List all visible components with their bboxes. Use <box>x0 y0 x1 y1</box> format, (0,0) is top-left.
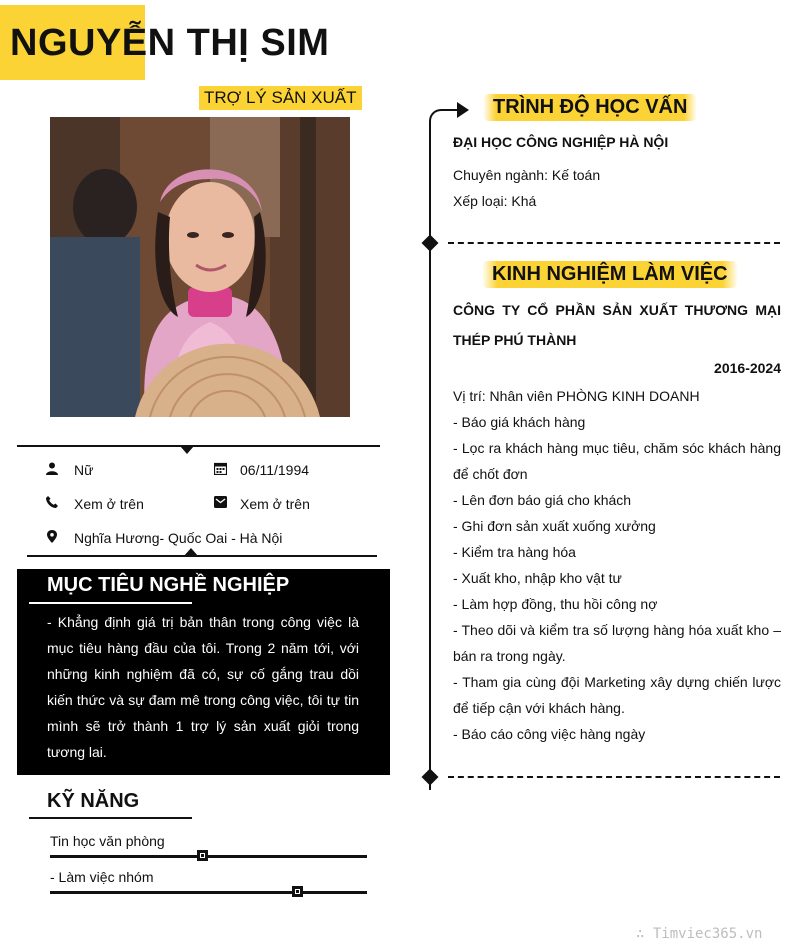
education-major: Chuyên ngành: Kế toán <box>453 167 601 183</box>
skill-level-marker <box>292 886 303 897</box>
list-item: - Lên đơn báo giá cho khách <box>453 492 632 508</box>
gender-value: Nữ <box>74 462 94 478</box>
list-item: - Xuất kho, nhập kho vật tư <box>453 570 622 586</box>
job-title: TRỢ LÝ SẢN XUẤT <box>199 86 362 110</box>
experience-duties <box>453 383 781 747</box>
skills-title-underline <box>29 817 192 819</box>
portrait-photo-icon <box>50 117 350 417</box>
experience-years: 2016-2024 <box>714 360 781 376</box>
diamond-icon <box>422 235 439 252</box>
list-item: - Báo giá khách hàng <box>453 414 586 430</box>
phone-icon <box>45 495 59 509</box>
watermark: ∴ Timviec365.vn <box>636 926 763 942</box>
skill-level-marker <box>197 850 208 861</box>
list-item: - Kiểm tra hàng hóa <box>453 544 576 560</box>
experience-company: CÔNG TY CỔ PHẦN SẢN XUẤT THƯƠNG MẠI THÉP PHÚ THÀNH <box>453 302 781 348</box>
caret-up-icon <box>184 548 198 556</box>
section-divider <box>448 776 780 778</box>
calendar-icon <box>213 461 227 475</box>
objective-title: MỤC TIÊU NGHỀ NGHIỆP <box>47 574 290 596</box>
list-item: - Làm hợp đồng, thu hồi công nợ <box>453 596 658 612</box>
candidate-name: NGUYỄN THỊ SIM <box>10 22 330 64</box>
education-title: TRÌNH ĐỘ HỌC VẤN <box>483 94 697 121</box>
timeline-curve <box>429 109 459 124</box>
info-divider-bottom <box>27 555 377 557</box>
profile-photo <box>50 117 350 417</box>
email-icon <box>213 495 227 509</box>
skill-label: - Làm việc nhóm <box>50 869 154 885</box>
experience-title: KINH NGHIỆM LÀM VIỆC <box>482 261 738 288</box>
info-divider-top <box>17 445 380 447</box>
list-item: Vị trí: Nhân viên PHÒNG KINH DOANH <box>453 388 700 404</box>
list-item: - Ghi đơn sản xuất xuống xưởng <box>453 518 656 534</box>
diamond-icon <box>422 769 439 786</box>
timeline-line <box>429 122 431 790</box>
skills-title: KỸ NĂNG <box>47 790 140 812</box>
list-item: - Theo dõi và kiểm tra số lượng hàng hóa xuất kho – bán ra trong ngày. <box>453 622 781 664</box>
map-pin-icon <box>45 529 59 543</box>
objective-text: - Khẳng định giá trị bản thân trong công việc là mục tiêu hàng đầu của tôi. Trong 2 năm tới, với những kinh nghiệm đã có, sự cố gắng trau dồi kiến thức và sự đam mê trong công việc, tôi tự tin mình sẽ trở thành 1 trợ lý sản xuất giỏi trong tương lai. <box>47 614 359 760</box>
list-item: - Tham gia cùng đội Marketing xây dựng chiến lược để tiếp cận với khách hàng. <box>453 674 781 716</box>
phone-value: Xem ở trên <box>74 496 144 512</box>
skill-label: Tin học văn phòng <box>50 833 165 849</box>
objective-title-underline <box>29 602 192 604</box>
address-value: Nghĩa Hương- Quốc Oai - Hà Nội <box>74 530 283 546</box>
list-item: - Lọc ra khách hàng mục tiêu, chăm sóc khách hàng để chốt đơn <box>453 440 781 482</box>
skill-bar <box>50 891 367 894</box>
arrow-right-icon <box>457 102 469 118</box>
user-icon <box>45 461 59 475</box>
caret-down-icon <box>180 446 194 454</box>
skill-bar <box>50 855 367 858</box>
education-school: ĐẠI HỌC CÔNG NGHIỆP HÀ NỘI <box>453 134 669 150</box>
section-divider <box>448 242 780 244</box>
birthday-value: 06/11/1994 <box>240 462 310 478</box>
list-item: - Báo cáo công việc hàng ngày <box>453 726 646 742</box>
education-grade: Xếp loại: Khá <box>453 193 537 209</box>
email-value: Xem ở trên <box>240 496 310 512</box>
